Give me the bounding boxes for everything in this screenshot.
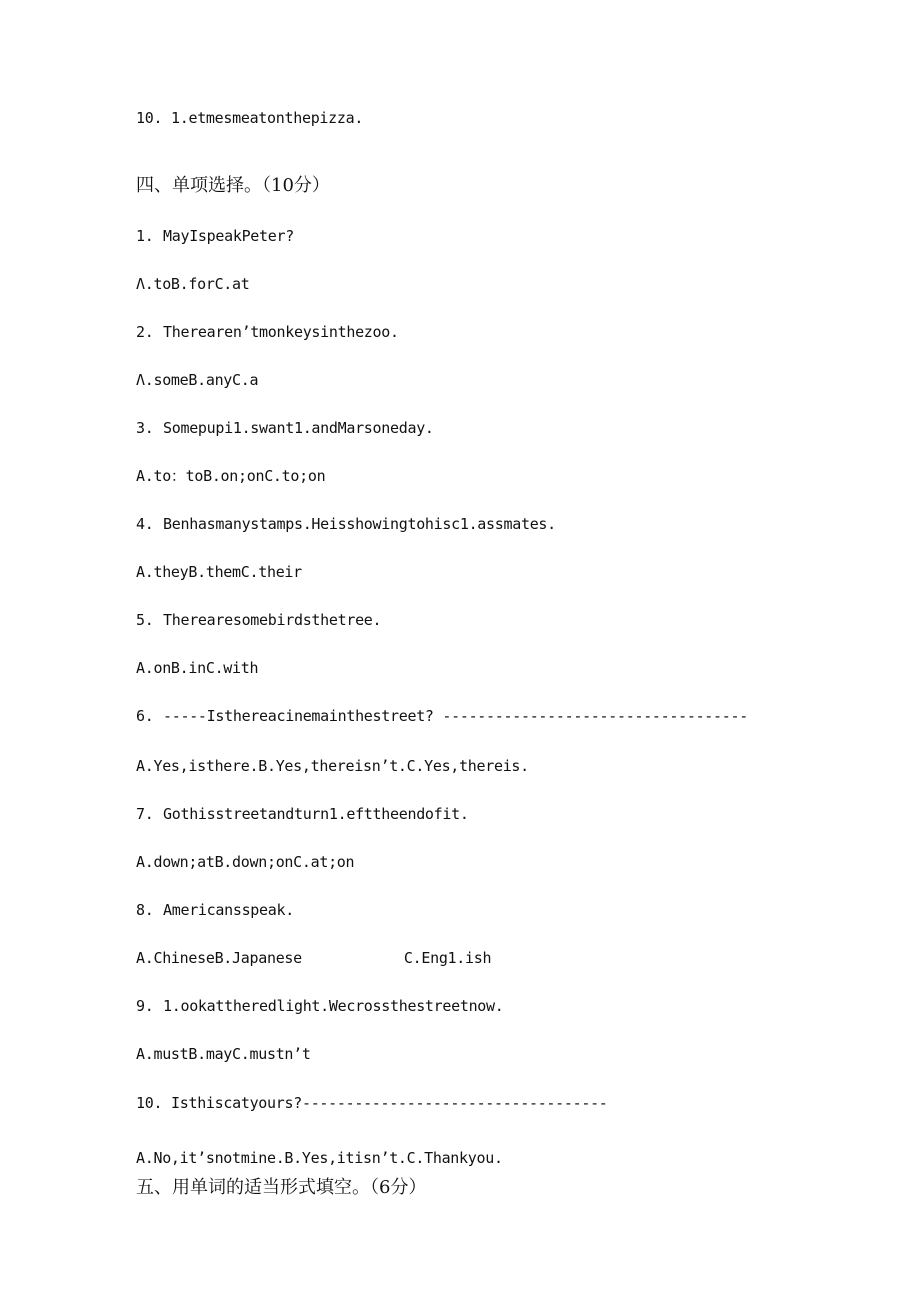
options-part-a: A.ChineseB.Japanese <box>136 949 302 967</box>
question-4 <box>136 515 556 533</box>
question-10 <box>136 1094 608 1112</box>
question-6 <box>136 707 748 725</box>
question-8-options <box>136 949 491 967</box>
question-number: 10. <box>136 109 163 127</box>
question-2 <box>136 323 399 341</box>
question-7-options: A.down;atB.down;onC.at;on <box>136 853 355 871</box>
question-number: 7. <box>136 805 154 823</box>
question-number: 1. <box>136 227 154 245</box>
question-stem: 1.ookattheredlight.Wecrossthestreetnow. <box>163 997 504 1015</box>
options-part-b: C.Eng1.ish <box>403 949 492 967</box>
question-6-options: A.Yes,isthere.B.Yes,thereisn’t.C.Yes,thereis. <box>136 757 529 775</box>
question-number: 8. <box>136 901 154 919</box>
question-number: 9. <box>136 997 154 1015</box>
question-2-options: Λ.someB.anyC.a <box>136 371 259 389</box>
question-5 <box>136 611 381 629</box>
question-5-options: A.onB.inC.with <box>136 659 259 677</box>
question-stem: MayIspeakPeter? <box>163 227 294 245</box>
question-number: 3. <box>136 419 154 437</box>
question-3 <box>136 419 434 437</box>
question-4-options: A.theyB.themC.their <box>136 563 302 581</box>
question-stem: Isthiscatyours?----------------------------------- <box>171 1094 608 1112</box>
question-stem: 1.etmesmeatonthepizza. <box>171 109 364 127</box>
question-number: 5. <box>136 611 154 629</box>
question-10-options-and-section-5 <box>136 1143 786 1203</box>
question-number: 6. <box>136 707 154 725</box>
section-4-title: 四、单项选择。（10分） <box>136 175 330 196</box>
question-8 <box>136 901 294 919</box>
question-number: 10. <box>136 1094 163 1112</box>
question-stem: Americansspeak. <box>163 901 294 919</box>
question-stem: Benhasmanystamps.Heisshowingtohisc1.assmates. <box>163 515 556 533</box>
question-10-options: A.No,it’snotmine.B.Yes,itisn’t.C.Thankyou. <box>136 1149 503 1167</box>
question-stem: Therearen’tmonkeysinthezoo. <box>163 323 399 341</box>
question-stem: Somepupi1.swant1.andMarsoneday. <box>163 419 434 437</box>
question-number: 4. <box>136 515 154 533</box>
section-5-title: 五、用单词的适当形式填空。（6分） <box>136 1177 427 1198</box>
question-3-options: A.to：toB.on;onC.to;on <box>136 467 326 485</box>
question-stem: Therearesomebirdsthetree. <box>163 611 382 629</box>
question-stem: Gothisstreetandturn1.efttheendofit. <box>163 805 469 823</box>
question-number: 2. <box>136 323 154 341</box>
question-7 <box>136 805 469 823</box>
question-1-options: Λ.toB.forC.at <box>136 275 250 293</box>
question-top <box>136 109 363 127</box>
question-9-options: A.mustB.mayC.mustn’t <box>136 1045 311 1063</box>
question-1 <box>136 227 294 245</box>
question-stem: -----Isthereacinemainthestreet? ----------------------------------- <box>163 707 748 725</box>
question-9 <box>136 997 504 1015</box>
